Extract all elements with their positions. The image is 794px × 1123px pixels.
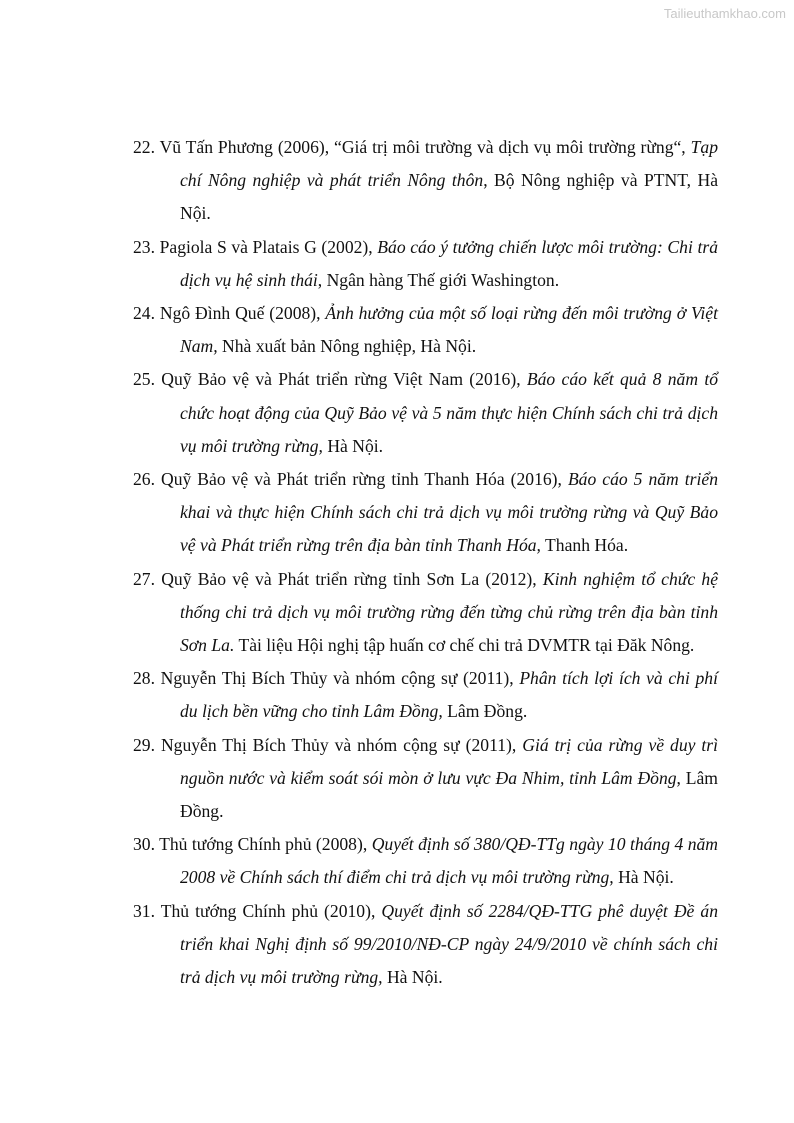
reference-title: Giá trị của rừng về duy trì nguồn nước và kiểm soát sói mòn ở lưu vực Đa Nhim, tỉnh Lâm Đồng — [180, 734, 718, 788]
reference-item — [133, 297, 718, 363]
reference-text: Thủ tướng Chính phủ (2010), — [155, 900, 382, 921]
reference-text: Hà Nội. — [322, 435, 384, 456]
reference-item — [133, 463, 718, 563]
reference-text: Hà Nội. — [382, 967, 443, 988]
reference-text: Tài liệu Hội nghị tập huấn cơ chế chi trả DVMTR tại Đăk Nông. — [234, 635, 695, 656]
reference-number: 23. — [133, 236, 155, 257]
reference-text: Vũ Tấn Phương (2006), “Giá trị môi trường và dịch vụ môi trường rừng“, — [155, 137, 691, 157]
reference-text: Thanh Hóa. — [540, 535, 629, 556]
reference-text: Quỹ Bảo vệ và Phát triển rừng tỉnh Thanh Hóa (2016), — [155, 469, 568, 490]
reference-title: Báo cáo ý tưởng chiến lược môi trường: Chi trả dịch vụ hệ sinh thái — [180, 236, 718, 290]
reference-number: 24. — [133, 303, 155, 324]
reference-number: 28. — [133, 668, 155, 689]
reference-item — [133, 231, 718, 297]
reference-item — [133, 729, 718, 829]
reference-item — [133, 662, 718, 728]
reference-number: 31. — [133, 900, 155, 921]
reference-number: 22. — [133, 137, 155, 157]
reference-item — [133, 563, 718, 663]
reference-title: Phân tích lợi ích và chi phí du lịch bền vững cho tỉnh Lâm Đồng, — [180, 668, 718, 722]
reference-text: Thủ tướng Chính phủ (2008), — [155, 834, 372, 855]
reference-list — [133, 131, 718, 994]
reference-text: Hà Nội. — [613, 867, 674, 888]
reference-text: , Lâm Đồng. — [180, 767, 718, 822]
reference-title: Kinh nghiệm tổ chức hệ thống chi trả dịch vụ môi trường rừng đến từng chủ rừng trên địa bàn tỉnh Sơn La. — [180, 568, 719, 656]
reference-text: Quỹ Bảo vệ và Phát triển rừng Việt Nam (2016), — [155, 369, 527, 390]
reference-item — [133, 828, 718, 894]
reference-text: Ngô Đình Quế (2008), — [155, 303, 326, 324]
reference-title: Báo cáo 5 năm triển khai và thực hiện Chính sách chi trả dịch vụ môi trường rừng và Quỹ Bảo vệ và Phát triển rừng trên địa bàn tỉnh Thanh Hóa, — [180, 469, 718, 556]
reference-text: , Ngân hàng Thế giới Washington. — [317, 269, 560, 290]
reference-text: Nguyễn Thị Bích Thủy và nhóm cộng sự (2011), — [155, 734, 523, 755]
watermark: Tailieuthamkhao.com — [663, 6, 786, 21]
reference-number: 26. — [133, 469, 155, 490]
reference-text: , Bộ Nông nghiệp và PTNT, Hà Nội. — [180, 170, 719, 224]
reference-number: 27. — [133, 568, 155, 589]
reference-text: Nguyễn Thị Bích Thủy và nhóm cộng sự (2011), — [155, 668, 520, 689]
reference-text: Pagiola S và Platais G (2002), — [155, 236, 378, 257]
reference-number: 25. — [133, 369, 155, 390]
reference-title: Quyết định số 380/QĐ-TTg ngày 10 tháng 4 năm 2008 về Chính sách thí điểm chi trả dịch vụ môi trường rừng, — [180, 834, 718, 888]
reference-text: Nhà xuất bản Nông nghiệp, Hà Nội. — [217, 336, 477, 357]
reference-text: Quỹ Bảo vệ và Phát triển rừng tỉnh Sơn La (2012), — [155, 568, 543, 589]
reference-number: 30. — [133, 834, 155, 855]
reference-text: Lâm Đồng. — [442, 701, 528, 722]
reference-title: Quyết định số 2284/QĐ-TTG phê duyệt Đề án triển khai Nghị định số 99/2010/NĐ-CP ngày 24/9/2010 về chính sách chi trả dịch vụ môi trường rừng, — [180, 900, 719, 988]
reference-title: Ảnh hưởng của một số loại rừng đến môi trường ở Việt Nam, — [180, 303, 718, 357]
reference-title: Báo cáo kết quả 8 năm tổ chức hoạt động của Quỹ Bảo vệ và 5 năm thực hiện Chính sách chi trả dịch vụ môi trường rừng, — [180, 369, 719, 456]
reference-item — [133, 363, 718, 463]
reference-item — [133, 895, 718, 995]
reference-number: 29. — [133, 734, 155, 755]
reference-title: Tạp chí Nông nghiệp và phát triển Nông thôn — [180, 137, 718, 191]
reference-item — [133, 131, 718, 231]
